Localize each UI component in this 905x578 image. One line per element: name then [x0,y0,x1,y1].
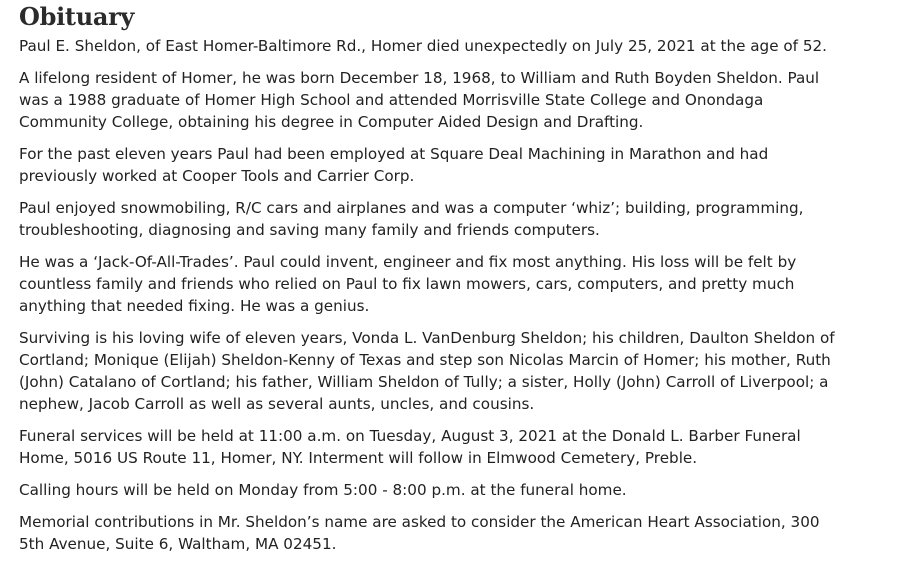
paragraph-hobbies: Paul enjoyed snowmobiling, R/C cars and airplanes and was a computer ‘whiz’; building, programming, troubleshooting, diagnosing and saving many family and friends computers. [19,199,804,239]
paragraph-memorial-contributions: Memorial contributions in Mr. Sheldon’s name are asked to consider the American Heart Association, 300 5th Avenue, Suite 6, Waltham, MA 02451. [19,513,820,553]
paragraph-funeral-services: Funeral services will be held at 11:00 a.m. on Tuesday, August 3, 2021 at the Donald L. Barber Funeral Home, 5016 US Route 11, Homer, NY. Interment will follow in Elmwood Cemetery, Preble. [19,427,801,467]
paragraph-character: He was a ‘Jack-Of-All-Trades’. Paul could invent, engineer and fix most anything. His loss will be felt by countless family and friends who relied on Paul to fix lawn mowers, cars, computers, and pretty much anything that needed fixing. He was a genius. [19,253,797,315]
page-title: Obituary [19,2,135,31]
obituary-article [19,0,849,565]
paragraph-calling-hours: Calling hours will be held on Monday from 5:00 - 8:00 p.m. at the funeral home. [19,481,627,499]
paragraph-biography: A lifelong resident of Homer, he was born December 18, 1968, to William and Ruth Boyden Sheldon. Paul was a 1988 graduate of Homer High School and attended Morrisville State College and Onondaga Community College, obtaining his degree in Computer Aided Design and Drafting. [19,69,820,131]
paragraph-survivors: Surviving is his loving wife of eleven years, Vonda L. VanDenburg Sheldon; his children, Daulton Sheldon of Cortland; Monique (Elijah) Sheldon-Kenny of Texas and step son Nicolas Marcin of Homer; his mother, Ruth (John) Catalano of Cortland; his father, William Sheldon of Tully; a sister, Holly (John) Carroll of Liverpool; a nephew, Jacob Carroll as well as several aunts, uncles, and cousins. [19,329,835,413]
paragraph-death-notice: Paul E. Sheldon, of East Homer-Baltimore Rd., Homer died unexpectedly on July 25, 2021 at the age of 52. [19,37,827,55]
paragraph-employment: For the past eleven years Paul had been employed at Square Deal Machining in Marathon and had previously worked at Cooper Tools and Carrier Corp. [19,145,769,185]
